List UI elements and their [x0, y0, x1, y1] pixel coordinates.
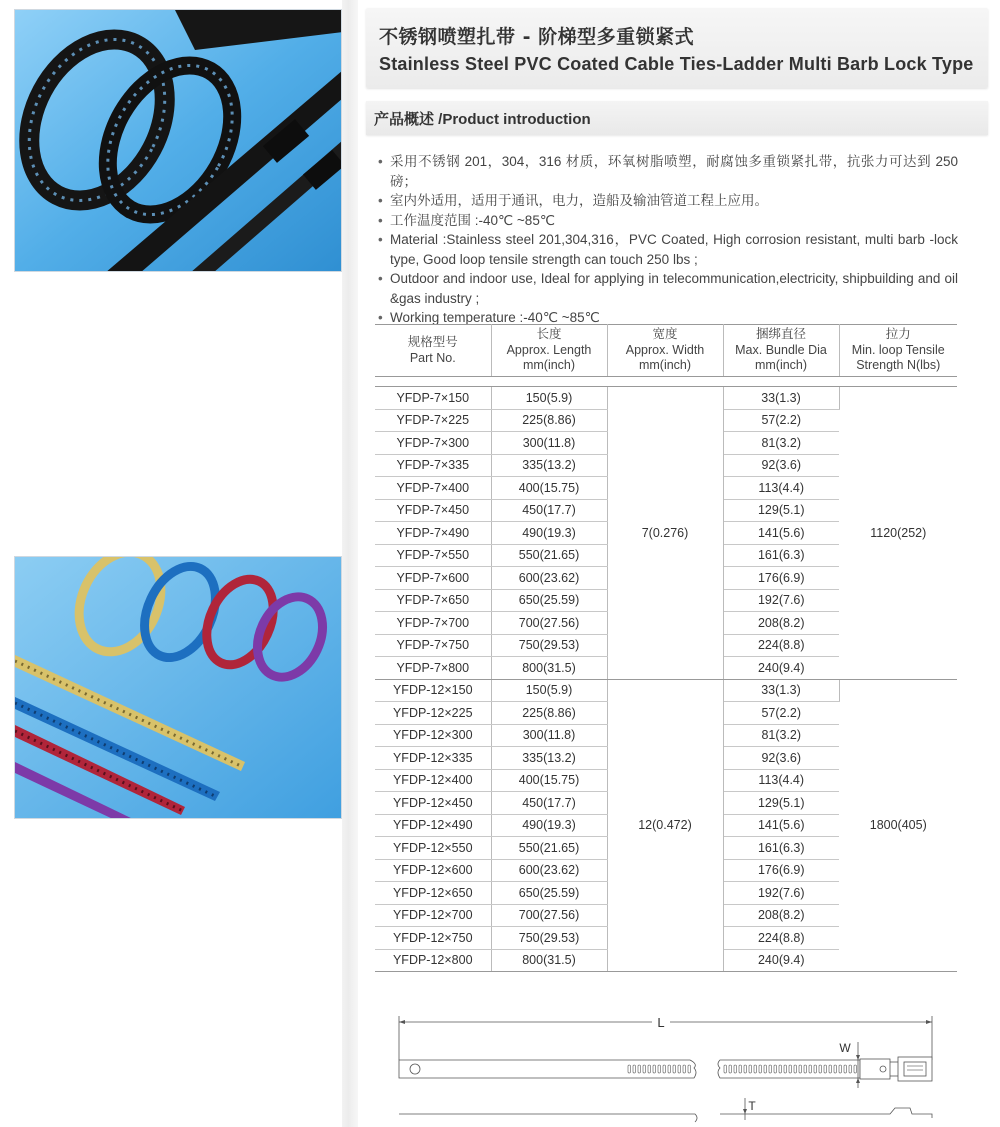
bundle-dia-cell: 92(3.6)	[723, 747, 839, 770]
bundle-dia-cell: 192(7.6)	[723, 882, 839, 905]
bundle-dia-cell: 57(2.2)	[723, 409, 839, 432]
length-cell: 550(21.65)	[491, 837, 607, 860]
bundle-dia-cell: 192(7.6)	[723, 589, 839, 612]
header-unit: Strength N(lbs)	[856, 358, 941, 373]
intro-bullet: • 工作温度范围 :-40℃ ~85℃	[378, 211, 958, 231]
length-cell: 700(27.56)	[491, 904, 607, 927]
bundle-dia-cell: 208(8.2)	[723, 904, 839, 927]
part-no-cell: YFDP-12×300	[375, 724, 491, 747]
length-cell: 300(11.8)	[491, 432, 607, 455]
header-unit: mm(inch)	[754, 358, 808, 373]
length-cell: 550(21.65)	[491, 544, 607, 567]
length-cell: 800(31.5)	[491, 657, 607, 680]
header-cn: 拉力	[885, 327, 911, 342]
length-cell: 300(11.8)	[491, 724, 607, 747]
bundle-dia-cell: 81(3.2)	[723, 724, 839, 747]
header-gap-row	[375, 377, 957, 387]
bundle-dia-cell: 224(8.8)	[723, 927, 839, 950]
part-no-cell: YFDP-12×750	[375, 927, 491, 950]
header-bundle-dia	[723, 325, 839, 377]
title-banner	[366, 8, 988, 88]
part-no-cell: YFDP-12×650	[375, 882, 491, 905]
header-en: Max. Bundle Dia	[735, 342, 827, 357]
bundle-dia-cell: 57(2.2)	[723, 702, 839, 725]
intro-bullet: • Outdoor and indoor use, Ideal for applying in telecommunication,electricity, shipbuilding and oil &gas industry ;	[378, 269, 958, 308]
part-no-cell: YFDP-12×800	[375, 949, 491, 972]
title-chinese: 不锈钢喷塑扎带 - 阶梯型多重锁紧式	[379, 26, 695, 48]
table-row	[375, 679, 957, 702]
table-header-row	[375, 325, 957, 377]
header-cn: 规格型号	[407, 335, 458, 349]
table-row	[375, 387, 957, 410]
part-no-cell: YFDP-12×150	[375, 679, 491, 702]
header-unit: mm(inch)	[638, 358, 692, 373]
length-cell: 335(13.2)	[491, 454, 607, 477]
colored-cable-ties-photo	[14, 556, 342, 819]
bundle-dia-cell: 129(5.1)	[723, 792, 839, 815]
bundle-dia-cell: 33(1.3)	[723, 679, 839, 702]
part-no-cell: YFDP-12×600	[375, 859, 491, 882]
bundle-dia-cell: 240(9.4)	[723, 657, 839, 680]
spec-table-body	[375, 387, 957, 972]
part-no-cell: YFDP-7×490	[375, 522, 491, 545]
header-cn: 捆绑直径	[755, 327, 806, 342]
length-cell: 650(25.59)	[491, 589, 607, 612]
left-column	[0, 0, 342, 1127]
product-intro-list	[378, 152, 958, 328]
part-no-cell: YFDP-7×300	[375, 432, 491, 455]
intro-bullet: • 室内外适用，适用于通讯，电力，造船及输油管道工程上应用。	[378, 191, 958, 211]
length-cell: 800(31.5)	[491, 949, 607, 972]
header-cn: 长度	[536, 327, 562, 342]
width-cell: 7(0.276)	[607, 387, 723, 680]
length-cell: 490(19.3)	[491, 522, 607, 545]
part-no-cell: YFDP-12×225	[375, 702, 491, 725]
header-part-no	[375, 325, 491, 377]
tensile-cell: 1800(405)	[839, 679, 957, 972]
part-no-cell: YFDP-12×700	[375, 904, 491, 927]
part-no-cell: YFDP-7×450	[375, 499, 491, 522]
divider-strip	[342, 0, 358, 1127]
bundle-dia-cell: 141(5.6)	[723, 814, 839, 837]
length-cell: 600(23.62)	[491, 567, 607, 590]
part-no-cell: YFDP-7×650	[375, 589, 491, 612]
header-en: Min. loop Tensile	[851, 342, 945, 357]
part-no-cell: YFDP-12×450	[375, 792, 491, 815]
thickness-label: T	[748, 1099, 756, 1113]
length-cell: 700(27.56)	[491, 612, 607, 635]
header-width	[607, 325, 723, 377]
bundle-dia-cell: 176(6.9)	[723, 567, 839, 590]
part-no-cell: YFDP-12×490	[375, 814, 491, 837]
bundle-dia-cell: 161(6.3)	[723, 544, 839, 567]
bundle-dia-cell: 92(3.6)	[723, 454, 839, 477]
part-no-cell: YFDP-12×550	[375, 837, 491, 860]
bundle-dia-cell: 224(8.8)	[723, 634, 839, 657]
bundle-dia-cell: 240(9.4)	[723, 949, 839, 972]
bundle-dia-cell: 161(6.3)	[723, 837, 839, 860]
intro-bullet: • 采用不锈钢 201，304，316 材质，环氧树脂喷塑，耐腐蚀多重锁紧扎带，抗张力可达到 250 磅；	[378, 152, 958, 191]
length-cell: 335(13.2)	[491, 747, 607, 770]
bundle-dia-cell: 208(8.2)	[723, 612, 839, 635]
length-cell: 450(17.7)	[491, 499, 607, 522]
part-no-cell: YFDP-7×150	[375, 387, 491, 410]
title-english: Stainless Steel PVC Coated Cable Ties-Ladder Multi Barb Lock Type	[379, 54, 974, 74]
length-cell: 450(17.7)	[491, 792, 607, 815]
part-no-cell: YFDP-7×800	[375, 657, 491, 680]
bundle-dia-cell: 113(4.4)	[723, 477, 839, 500]
width-cell: 12(0.472)	[607, 679, 723, 972]
intro-bullet: • Working temperature :-40℃ ~85℃	[378, 308, 958, 328]
length-cell: 750(29.53)	[491, 634, 607, 657]
length-cell: 400(15.75)	[491, 477, 607, 500]
intro-bullet: • Material :Stainless steel 201,304,316，PVC Coated, High corrosion resistant, multi barb -lock type, Good loop tensile strength can touch 250 lbs ;	[378, 230, 958, 269]
bundle-dia-cell: 176(6.9)	[723, 859, 839, 882]
part-no-cell: YFDP-7×700	[375, 612, 491, 635]
length-cell: 650(25.59)	[491, 882, 607, 905]
length-cell: 150(5.9)	[491, 387, 607, 410]
part-no-cell: YFDP-7×550	[375, 544, 491, 567]
spec-table	[375, 324, 957, 972]
section-heading: 产品概述 /Product introduction	[366, 101, 988, 135]
part-no-cell: YFDP-7×400	[375, 477, 491, 500]
length-cell: 600(23.62)	[491, 859, 607, 882]
dimension-diagram	[390, 1010, 950, 1127]
part-no-cell: YFDP-7×600	[375, 567, 491, 590]
part-no-cell: YFDP-7×335	[375, 454, 491, 477]
bundle-dia-cell: 141(5.6)	[723, 522, 839, 545]
length-cell: 750(29.53)	[491, 927, 607, 950]
black-cable-ties-photo	[14, 9, 342, 272]
header-en: Approx. Width	[625, 342, 705, 357]
part-no-cell: YFDP-7×225	[375, 409, 491, 432]
bundle-dia-cell: 33(1.3)	[723, 387, 839, 410]
length-cell: 225(8.86)	[491, 409, 607, 432]
length-cell: 400(15.75)	[491, 769, 607, 792]
bundle-dia-cell: 129(5.1)	[723, 499, 839, 522]
part-no-cell: YFDP-12×400	[375, 769, 491, 792]
bundle-dia-cell: 81(3.2)	[723, 432, 839, 455]
header-cn: 宽度	[652, 327, 678, 342]
header-tensile	[839, 325, 957, 377]
length-cell: 225(8.86)	[491, 702, 607, 725]
length-cell: 150(5.9)	[491, 679, 607, 702]
header-en: Part No.	[409, 350, 456, 365]
part-no-cell: YFDP-12×335	[375, 747, 491, 770]
part-no-cell: YFDP-7×750	[375, 634, 491, 657]
length-label: L	[657, 1015, 665, 1030]
width-label: W	[839, 1041, 851, 1055]
bundle-dia-cell: 113(4.4)	[723, 769, 839, 792]
length-cell: 490(19.3)	[491, 814, 607, 837]
header-unit: mm(inch)	[522, 358, 576, 373]
tensile-cell: 1120(252)	[839, 387, 957, 680]
header-en: Approx. Length	[506, 342, 592, 357]
header-length	[491, 325, 607, 377]
